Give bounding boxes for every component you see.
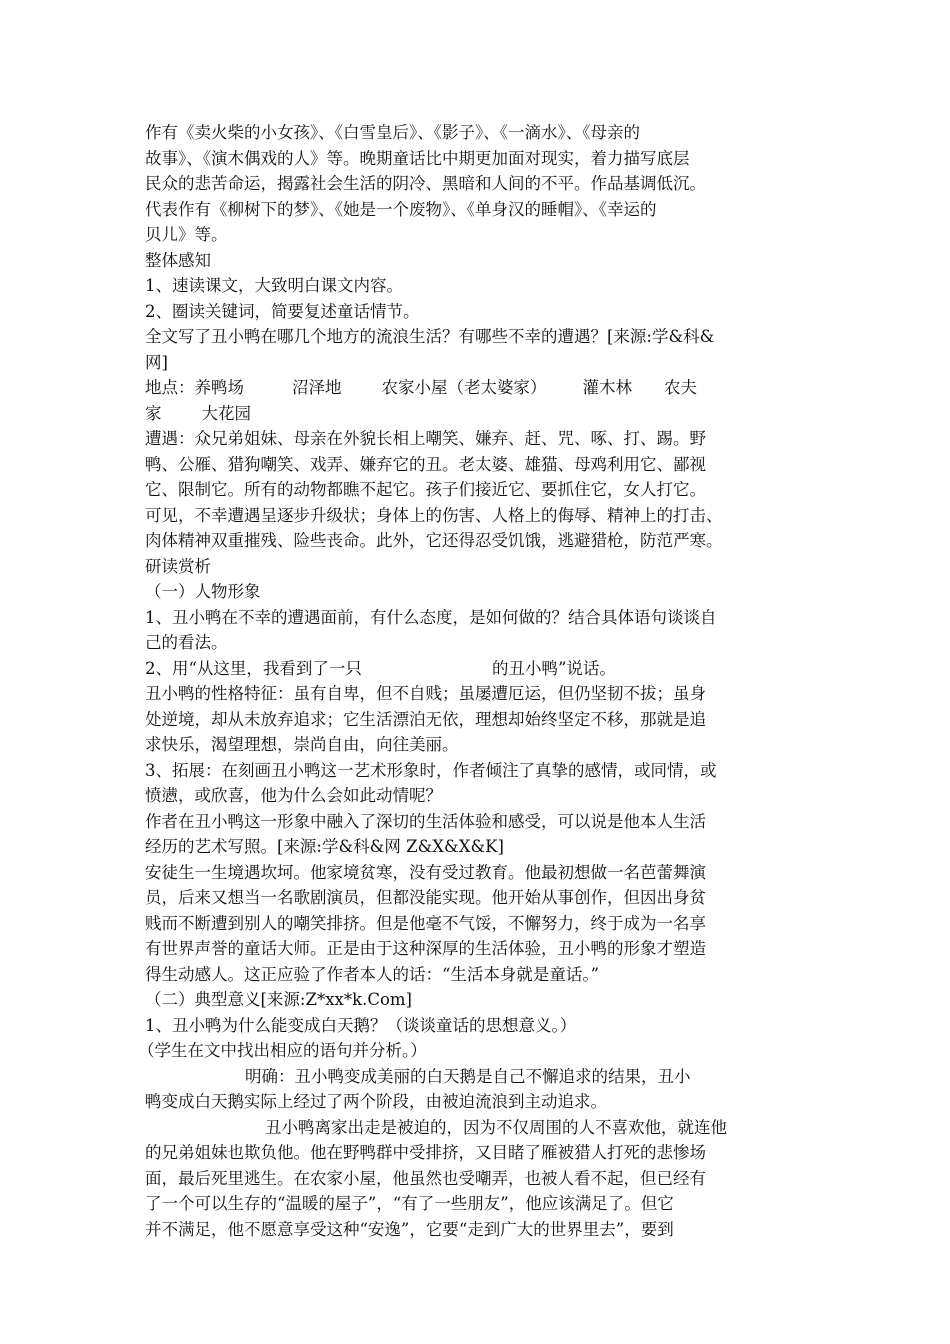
- text-line: 作者在丑小鸭这一形象中融入了深切的生活体验和感受，可以说是他本人生活: [145, 811, 706, 831]
- text-line: 作有《卖火柴的小女孩》、《白雪皇后》、《影子》、《一滴水》、《母亲的: [145, 123, 640, 142]
- text-line: 1、丑小鸭为什么能变成白天鹅？（谈谈童话的思想意义。）: [145, 1015, 577, 1035]
- text-line: 1、丑小鸭在不幸的遭遇面前，有什么态度，是如何做的？结合具体语句谈谈自: [145, 607, 717, 627]
- place-text: 家: [145, 403, 162, 423]
- text-line: 面，最后死里逃生。在农家小屋，他虽然也受嘲弄，也被人看不起，但已经有: [145, 1168, 706, 1188]
- text-line: 肉体精神双重摧残、险些丧命。此外，它还得忍受饥饿，逃避猎枪，防范严寒。: [145, 531, 723, 550]
- text-line: 了一个可以生存的“温暖的屋子”，“有了一些朋友”，他应该满足了。但它: [145, 1194, 674, 1213]
- text-line: 3、拓展：在刻画丑小鸭这一艺术形象时，作者倾注了真挚的感情，或同情，或: [145, 760, 717, 780]
- subsection-heading: （一）人物形象: [145, 582, 261, 601]
- text-line: 它、限制它。所有的动物都瞧不起它。孩子们接近它、要抓住它，女人打它。: [145, 480, 706, 499]
- text-line: 得生动感人。这正应验了作者本人的话：“生活本身就是童话。”: [145, 964, 600, 984]
- text-line: 网]: [145, 352, 168, 372]
- place-text: 地点：养鸭场: [145, 378, 244, 397]
- text-line: 己的看法。: [145, 633, 228, 652]
- subsection-heading: （二）典型意义[来源:Z*xx*k.Com]: [145, 990, 412, 1009]
- prompt-text: 的丑小鸭”说话。: [491, 658, 616, 678]
- text-line: 可见，不幸遭遇呈逐步升级状；身体上的伤害、人格上的侮辱、精神上的打击、: [145, 505, 723, 525]
- text-line: 民众的悲苦命运，揭露社会生活的阴冷、黑暗和人间的不平。作品基调低沉。: [145, 174, 706, 193]
- text-line: 遭遇：众兄弟姐妹、母亲在外貌长相上嘲笑、嫌弃、赶、咒、啄、打、踢。野: [145, 429, 706, 448]
- text-line: 鸭、公雁、猎狗嘲笑、戏弄、嫌弃它的丑。老太婆、雄猫、母鸡利用它、鄙视: [145, 454, 706, 474]
- text-line: 鸭变成白天鹅实际上经过了两个阶段，由被迫流浪到主动追求。: [145, 1092, 607, 1111]
- text-line: 明确：丑小鸭变成美丽的白天鹅是自己不懈追求的结果，丑小: [245, 1066, 691, 1086]
- text-line: 有世界声誉的童话大师。正是由于这种深厚的生活体验，丑小鸭的形象才塑造: [145, 939, 706, 958]
- text-line: 贱而不断遭到别人的嘲笑排挤。但是他毫不气馁，不懈努力，终于成为一名享: [145, 913, 706, 933]
- text-line: 安徒生一生境遇坎坷。他家境贫寒，没有受过教育。他最初想做一名芭蕾舞演: [145, 862, 706, 882]
- text-line: 1、速读课文，大致明白课文内容。: [145, 276, 403, 295]
- text-line: 求快乐，渴望理想，崇尚自由，向往美丽。: [145, 735, 459, 754]
- text-line: 贝儿》等。: [145, 225, 228, 244]
- text-line: （学生在文中找出相应的语句并分析。）: [138, 1041, 427, 1060]
- text-line: 的兄弟姐妹也欺负他。他在野鸭群中受排挤，又目睹了雁被猎人打死的悲惨场: [145, 1143, 706, 1162]
- text-line: 并不满足，他不愿意享受这种“安逸”，它要“走到广大的世界里去”，要到: [145, 1219, 674, 1239]
- text-line: 处逆境，却从未放弃追求；它生活漂泊无依，理想却始终坚定不移，那就是追: [145, 709, 706, 729]
- text-line: 代表作有《柳树下的梦》、《她是一个废物》、《单身汉的睡帽》、《幸运的: [145, 199, 657, 219]
- text-line: 全文写了丑小鸭在哪几个地方的流浪生活？有哪些不幸的遭遇？[来源:学&科&: [145, 327, 715, 346]
- text-line: 丑小鸭的性格特征：虽有自卑，但不自贱；虽屡遭厄运，但仍坚韧不拔；虽身: [145, 684, 706, 703]
- place-text: 农夫: [664, 378, 697, 397]
- places-line: [145, 375, 810, 401]
- text-line: 丑小鸭离家出走是被迫的，因为不仅周围的人不喜欢他，就连他: [265, 1117, 727, 1137]
- section-heading: 整体感知: [145, 250, 211, 270]
- text-line: 2、圈读关键词，简要复述童话情节。: [145, 301, 420, 321]
- document-body: [138, 120, 810, 1242]
- place-text: 灌木林: [582, 378, 632, 397]
- prompt-text: 2、用“从这里，我看到了一只: [145, 658, 362, 678]
- text-line: 故事》、《演木偶戏的人》等。晚期童话比中期更加面对现实，着力描写底层: [145, 148, 690, 168]
- fill-in-line: [145, 656, 810, 682]
- place-text: 沼泽地: [292, 378, 342, 397]
- places-line: [145, 401, 810, 427]
- place-text: 大花园: [201, 403, 251, 423]
- text-line: 经历的艺术写照。[来源:学&科&网 Z&X&X&K]: [145, 837, 504, 856]
- text-line: 员，后来又想当一名歌剧演员，但都没能实现。他开始从事创作，但因出身贫: [145, 888, 706, 907]
- place-text: 农家小屋（老太婆家）: [381, 378, 547, 397]
- section-heading: 研读赏析: [145, 556, 211, 576]
- text-line: 愤懑，或欣喜，他为什么会如此动情呢？: [145, 786, 442, 805]
